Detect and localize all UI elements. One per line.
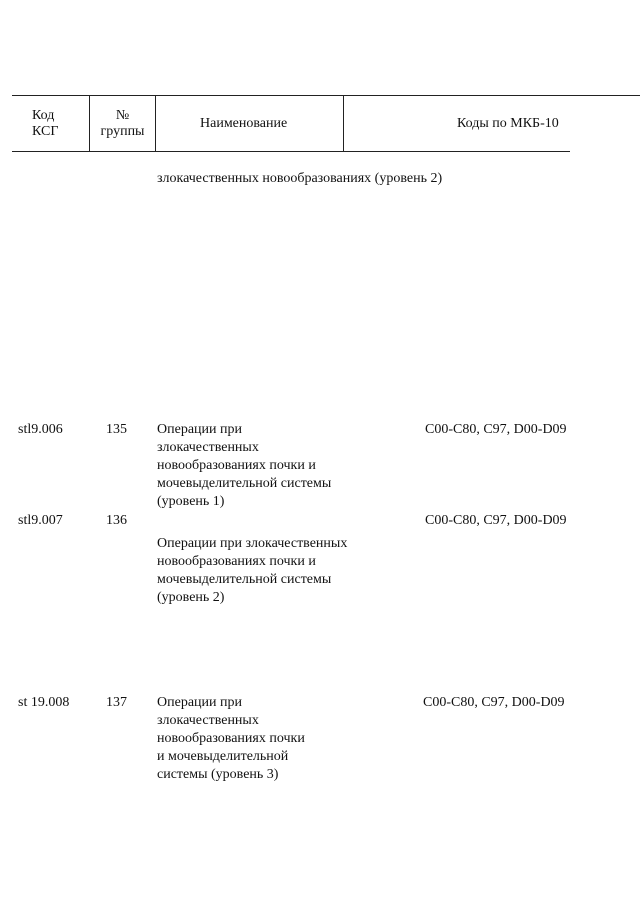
row-code: stl9.007 xyxy=(18,513,63,528)
row-name: Операции при злокачественных новообразованиях почки и мочевыделительной системы (уровень 1) xyxy=(157,422,332,509)
header-name: Наименование xyxy=(200,116,288,131)
header-divider-3 xyxy=(343,95,344,152)
row-mkb: C00-C80, C97, D00-D09 xyxy=(425,422,567,437)
header-group-no: № группы xyxy=(100,108,145,139)
header-code-ksg: Код КСГ xyxy=(32,108,59,139)
header-bottom-border xyxy=(12,151,570,152)
row-name: Операции при злокачественных новообразованиях почки и мочевыделительной системы (уровень 2) xyxy=(157,536,348,605)
row-group: 135 xyxy=(106,422,127,437)
row-mkb: C00-C80, C97, D00-D09 xyxy=(425,513,567,528)
row-group: 137 xyxy=(106,695,127,710)
row-mkb: C00-C80, C97, D00-D09 xyxy=(423,695,565,710)
header-divider-2 xyxy=(155,95,156,152)
header-mkb-codes: Коды по МКБ-10 xyxy=(457,116,559,131)
row-code: st 19.008 xyxy=(18,695,70,710)
row-name: Операции при злокачественных новообразованиях почки и мочевыделительной системы (уровень 3) xyxy=(157,695,305,782)
header-top-border xyxy=(12,95,640,96)
continuation-text: злокачественных новообразованиях (уровень 2) xyxy=(157,171,443,186)
row-code: stl9.006 xyxy=(18,422,63,437)
row-group: 136 xyxy=(106,513,127,528)
